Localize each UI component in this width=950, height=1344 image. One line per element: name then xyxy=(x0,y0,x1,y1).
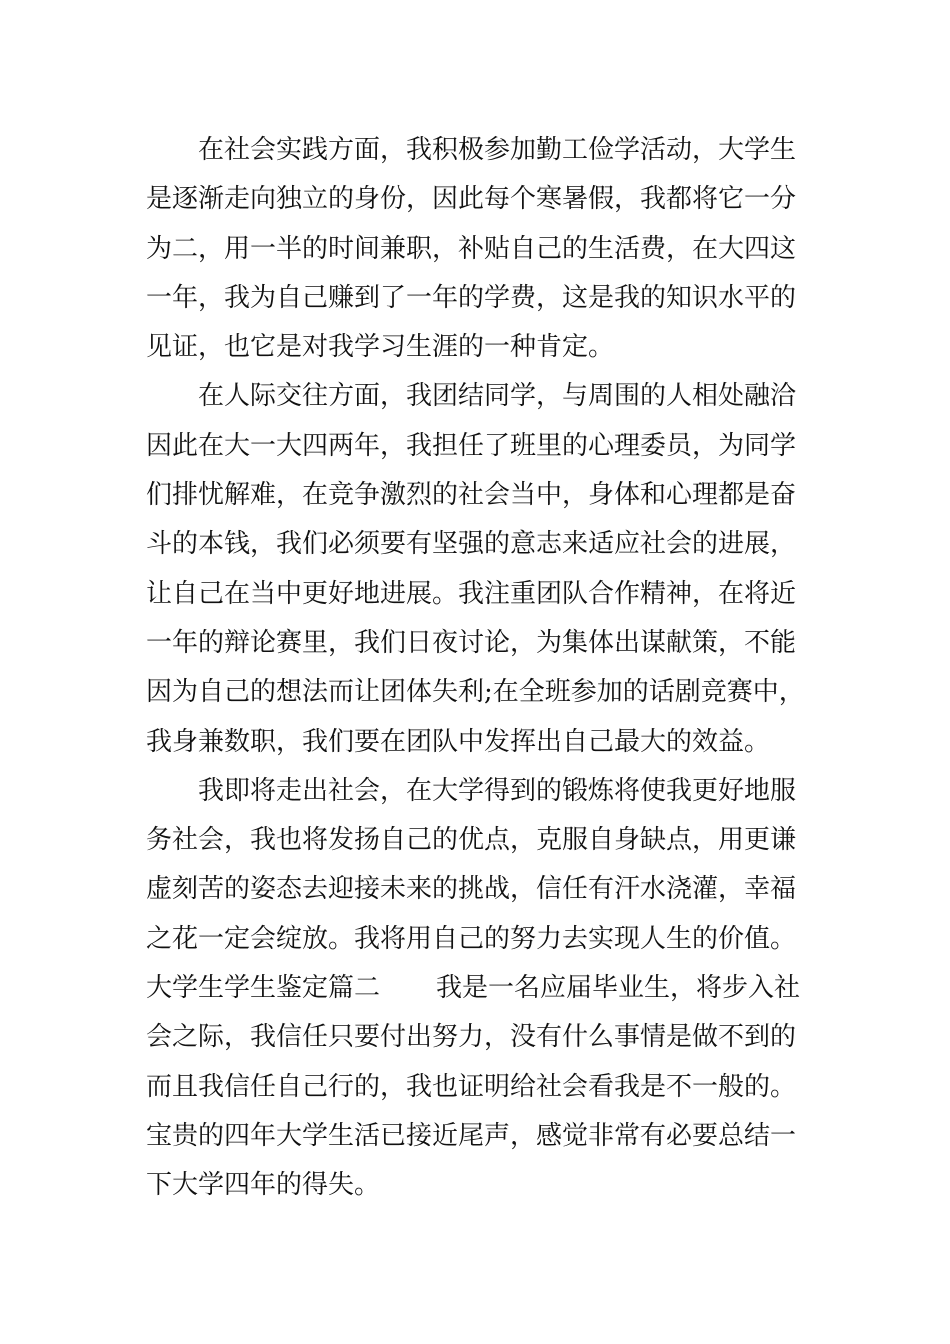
paragraph-line: 们排忧解难，在竞争激烈的社会当中，身体和心理都是奋 xyxy=(146,480,797,511)
paragraph-line: 而且我信任自己行的，我也证明给社会看我是不一般的。 xyxy=(146,1071,797,1102)
paragraph-line: 虚刻苦的姿态去迎接未来的挑战，信任有汗水浇灌，幸福 xyxy=(146,874,797,905)
paragraph-line: 一年的辩论赛里，我们日夜讨论，为集体出谋献策，不能 xyxy=(146,627,797,658)
paragraph-line: 我是一名应届毕业生，将步入社 xyxy=(436,973,801,1004)
paragraph-social-practice xyxy=(146,126,808,372)
paragraph-line: 宝贵的四年大学生活已接近尾声，感觉非常有必要总结一 xyxy=(146,1120,797,1151)
document-body xyxy=(146,126,808,1211)
paragraph-line: 是逐渐走向独立的身份，因此每个寒暑假，我都将它一分 xyxy=(146,184,797,215)
paragraph-line: 在人际交往方面，我团结同学，与周围的人相处融洽 xyxy=(198,381,797,412)
paragraph-line: 因此在大一大四两年，我担任了班里的心理委员，为同学 xyxy=(146,430,797,461)
paragraph-line: 让自己在当中更好地进展。我注重团队合作精神，在将近 xyxy=(146,578,797,609)
section-heading-line xyxy=(146,964,808,1013)
paragraph-line: 在社会实践方面，我积极参加勤工俭学活动，大学生 xyxy=(198,135,797,165)
paragraph-line: 因为自己的想法而让团体失利;在全班参加的话剧竞赛中， xyxy=(146,677,805,708)
paragraph-line: 我身兼数职，我们要在团队中发挥出自己最大的效益。 xyxy=(146,726,771,757)
paragraph-line: 我即将走出社会，在大学得到的锻炼将使我更好地服 xyxy=(198,775,797,806)
paragraph-line: 会之际，我信任只要付出努力，没有什么事情是做不到的 xyxy=(146,1022,797,1053)
paragraph-line: 为二，用一半的时间兼职，补贴自己的生活费，在大四这 xyxy=(146,233,797,264)
paragraph-line: 见证，也它是对我学习生涯的一种肯定。 xyxy=(146,332,615,363)
paragraph-line: 一年，我为自己赚到了一年的学费，这是我的知识水平的 xyxy=(146,282,797,313)
paragraph-line: 务社会，我也将发扬自己的优点，克服自身缺点，用更谦 xyxy=(146,825,797,856)
paragraph-line: 之花一定会绽放。我将用自己的努力去实现人生的价值。 xyxy=(146,923,797,954)
paragraph-line: 下大学四年的得失。 xyxy=(146,1170,381,1201)
section-two xyxy=(146,964,808,1210)
section-heading: 大学生学生鉴定篇二 xyxy=(146,973,381,1004)
paragraph-line: 斗的本钱，我们必须要有坚强的意志来适应社会的进展， xyxy=(146,529,797,560)
paragraph-interpersonal xyxy=(146,372,808,766)
paragraph-future xyxy=(146,767,808,964)
